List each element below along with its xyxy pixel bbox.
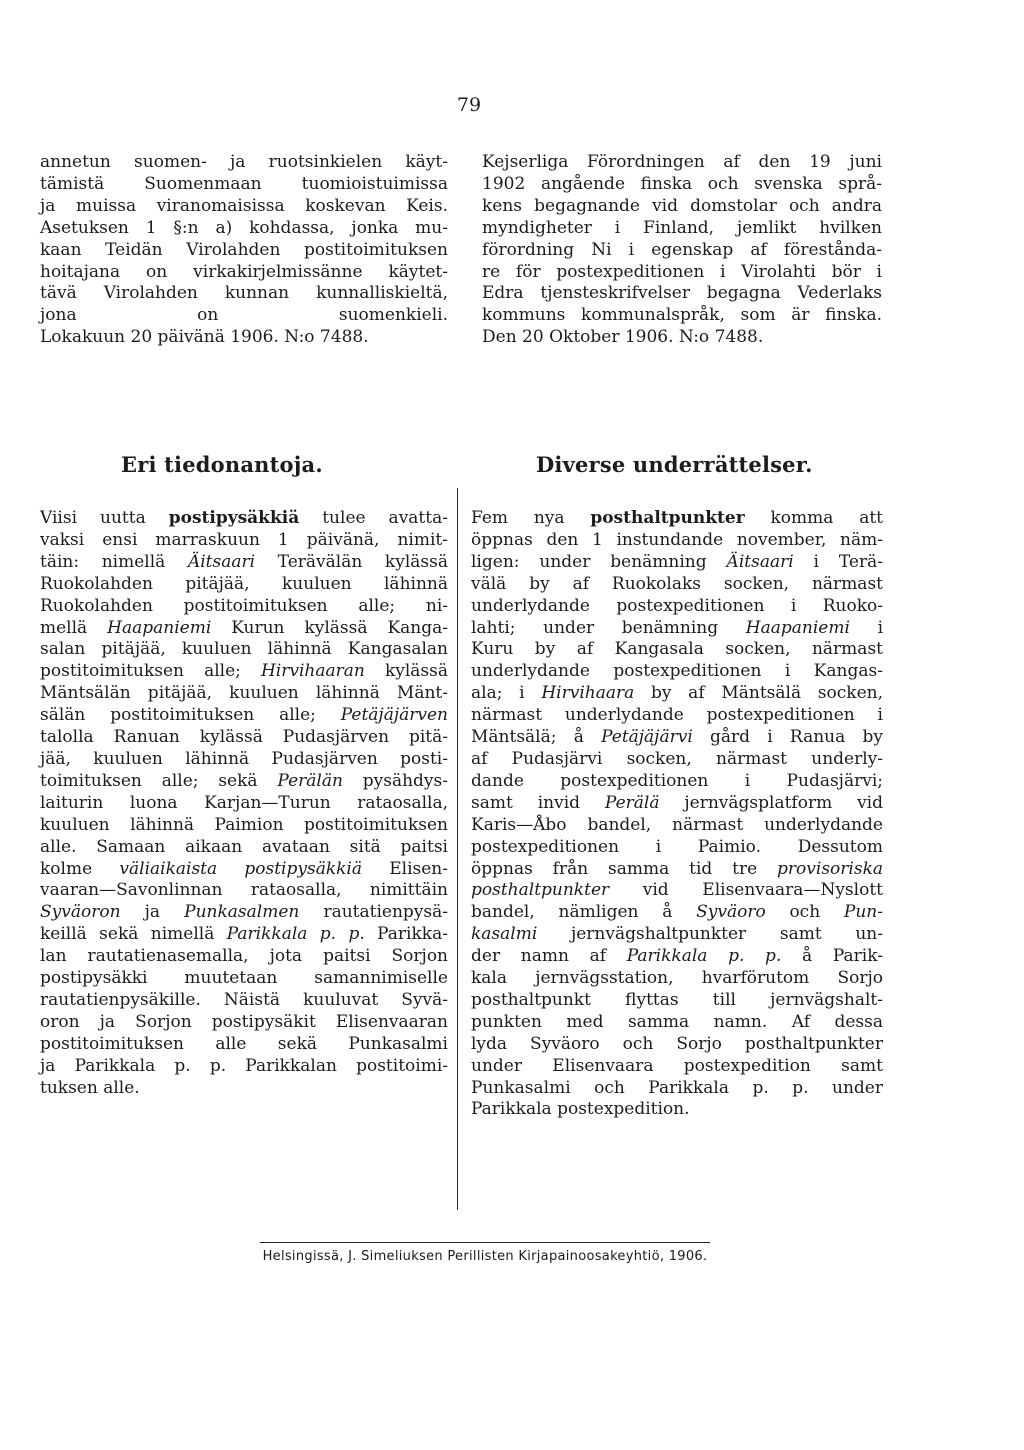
text-run: komma att [744,508,883,528]
text-run: Parikkala postexpedition. [471,1099,690,1120]
text-run: lyda Syväoro och Sorjo posthaltpunkter [471,1033,883,1054]
text-line: Edra tjensteskrifvelser begagna Vederlaks [482,283,882,304]
text-line [40,859,448,881]
column-divider [457,488,458,1210]
text-run: underlydande postexpeditionen i Kangas- [471,661,883,682]
text-line [471,946,883,968]
italic-place-name: Haapaniemi [745,617,850,638]
text-run: välä by af Ruokolaks socken, närmast [471,573,883,594]
italic-place-name: Haapaniemi [107,617,212,638]
text-line: jona on suomenkieli. [40,305,448,326]
text-line [471,727,883,749]
text-run: under Elisenvaara postexpedition samt [471,1055,883,1076]
italic-place-name: Petäjäjärven [340,705,448,726]
text-run: postexpeditionen i Paimio. Dessutom [471,836,883,857]
text-line: re för postexpeditionen i Virolahti bör i [482,261,882,282]
text-line: myndigheter i Finland, jemlikt hvilken [482,217,882,238]
text-run: Mäntsälän pitäjää, kuuluen lähinnä Mänt- [40,683,448,704]
text-line [40,530,448,552]
text-line [471,815,883,837]
text-line: Asetuksen 1 §:n a) kohdassa, jonka mu- [40,217,448,238]
italic-place-name: Hirvihaaran [260,661,365,682]
text-line: 1902 angående finska och svenska språ- [482,173,882,194]
text-line [40,618,448,640]
printer-imprint: Helsingissä, J. Simeliuksen Perillisten Kirjapainoosakeyhtiö, 1906. [260,1242,710,1264]
text-line [471,530,883,552]
text-run: pysähdys- [342,770,449,791]
text-line [471,552,883,574]
text-line [471,968,883,990]
text-run: kuuluen lähinnä Paimion postitoimituksen [40,814,448,835]
text-line [40,815,448,837]
text-line: kaan Teidän Virolahden postitoimituksen [40,239,448,260]
text-run: talolla Ranuan kylässä Pudasjärven pitä- [40,727,448,748]
italic-place-name: Parikkala p. p. [626,946,782,967]
text-line: tävä Virolahden kunnan kunnalliskieltä, [40,283,448,304]
italic-place-name: kasalmi [471,924,538,945]
text-run: Parikka- [364,924,448,945]
text-line [471,793,883,815]
text-line [471,705,883,727]
text-run: och [765,902,844,923]
text-line [40,771,448,793]
text-run: ja Parikkala p. p. Parikkalan postitoimi- [40,1055,448,1076]
text-run: å Parik- [781,946,883,967]
text-line [471,596,883,618]
text-run: lan rautatienasemalla, jota paitsi Sorjon [40,946,448,967]
text-run: samt invid [471,792,605,813]
text-run: närmast underlydande postexpeditionen i [471,705,883,726]
text-run: underlydande postexpeditionen i Ruoko- [471,595,883,616]
text-line [40,880,448,902]
text-run: Fem nya [471,508,591,528]
text-line [471,859,883,881]
text-run: rautatienpysä- [299,902,449,923]
text-line [40,1012,448,1034]
text-line [40,837,448,859]
text-run: postitoimituksen alle; [40,661,261,682]
text-run: Terävälän kylässä [255,551,448,572]
text-run: Karis—Åbo bandel, närmast underlydande [471,814,883,835]
text-line [471,837,883,859]
text-line [471,924,883,946]
text-line [40,1078,448,1100]
italic-place-name: Petäjäjärvi [601,727,693,748]
text-run: mellä [40,617,108,638]
text-line [471,508,883,530]
text-line [471,902,883,924]
text-run: posthaltpunkt flyttas till jernvägshalt- [471,989,883,1010]
italic-place-name: Perälän [277,770,343,791]
text-line [40,902,448,924]
text-line: förordning Ni i egenskap af förestånda- [482,239,882,260]
heading-finnish: Eri tiedonantoja. [121,452,323,477]
text-line [471,618,883,640]
text-line: kommuns kommunalspråk, som är finska. [482,305,882,326]
italic-place-name: Äitsaari [726,551,794,572]
text-run: by af Mäntsälä socken, [634,683,883,704]
text-run: laiturin luona Karjan—Turun rataosalla, [40,792,448,813]
text-run: kolme [40,858,120,879]
text-run: der namn af [471,946,627,967]
text-line [40,968,448,990]
text-run: Ruokolahden pitäjää, kuuluen lähinnä [40,573,448,594]
text-line [40,596,448,618]
text-run: Punkasalmi och Parikkala p. p. under [471,1077,883,1098]
text-line [471,880,883,902]
text-line: Lokakuun 20 päivänä 1906. N:o 7488. [40,327,369,348]
text-run: kylässä [364,661,449,682]
text-line: kens begagnande vid domstolar och andra [482,195,882,216]
text-run: Viisi uutta [40,508,169,528]
italic-place-name: väliaikaista postipysäkkiä [119,858,362,879]
text-run: Elisen- [362,858,448,879]
text-run: oron ja Sorjon postipysäkit Elisenvaaran [40,1011,448,1032]
text-line [40,924,448,946]
bold-term: postipysäkkiä [168,508,300,528]
text-run: alle. Samaan aikaan avataan sitä paitsi [40,836,448,857]
text-run: punkten med samma namn. Af dessa [471,1011,883,1032]
text-run: rautatienpysäkille. Näistä kuuluvat Syvä- [40,989,448,1010]
text-line [471,1056,883,1078]
text-run: i [849,617,884,638]
text-run: öppnas från samma tid tre [471,858,778,879]
italic-place-name: Punkasalmen [184,902,300,923]
text-line [40,661,448,683]
text-run: i Terä- [793,551,883,572]
text-run: bandel, nämligen å [471,902,697,923]
italic-place-name: Parikkala p. p. [226,924,365,945]
text-line [40,508,448,530]
text-line [471,574,883,596]
bottom-left-finnish-notice [40,508,448,1099]
italic-place-name: Perälä [604,792,660,813]
text-run: Kuru by af Kangasala socken, närmast [471,639,883,660]
text-line: tämistä Suomenmaan tuomioistuimissa [40,173,448,194]
heading-swedish: Diverse underrättelser. [536,452,813,477]
text-line [40,639,448,661]
italic-place-name: provisoriska [777,858,883,879]
text-line [40,990,448,1012]
text-run: keillä sekä nimellä [40,924,227,945]
text-line [471,1078,883,1100]
text-line [40,1056,448,1078]
text-line [471,990,883,1012]
text-run: Ruokolahden postitoimituksen alle; ni- [40,595,448,616]
text-run: kala jernvägsstation, hvarförutom Sorjo [471,968,883,989]
text-run: vaksi ensi marraskuun 1 päivänä, nimit- [40,529,448,550]
text-run: täin: nimellä [40,551,188,572]
text-line: annetun suomen- ja ruotsinkielen käyt- [40,152,448,172]
text-run: toimituksen alle; sekä [40,770,278,791]
text-line [471,1012,883,1034]
text-line [40,683,448,705]
text-run: af Pudasjärvi socken, närmast underly- [471,748,883,769]
text-run: tuksen alle. [40,1077,140,1098]
top-right-swedish-letter [482,152,882,349]
text-run: öppnas den 1 instundande november, näm- [471,529,883,550]
bold-term: posthaltpunkter [590,508,745,528]
text-line: Kejserliga Förordningen af den 19 juni [482,152,882,172]
text-line [40,705,448,727]
text-run: Mäntsälä; å [471,727,602,748]
italic-place-name: Syväoro [696,902,766,923]
text-line [40,552,448,574]
italic-place-name: Syväoron [40,902,121,923]
text-run: postitoimituksen alle sekä Punkasalmi [40,1033,448,1054]
text-line [471,683,883,705]
text-run: tulee avatta- [299,508,448,528]
text-line [471,749,883,771]
text-run: vaaran—Savonlinnan rataosalla, nimittäin [40,880,448,901]
italic-place-name: Äitsaari [187,551,256,572]
text-run: jää, kuuluen lähinnä Pudasjärven posti- [40,748,448,769]
italic-place-name: posthaltpunkter [471,880,610,901]
bottom-right-swedish-notice [471,508,883,1121]
text-run: gård i Ranua by [692,727,883,748]
page-number: 79 [456,94,482,116]
text-line [471,1099,883,1121]
text-line [40,749,448,771]
text-run: jernvägshaltpunkter samt un- [537,924,883,945]
text-line: hoitajana on virkakirjelmissänne käytet- [40,261,448,282]
text-line [40,727,448,749]
text-run: ja [120,902,185,923]
text-run: dande postexpeditionen i Pudasjärvi; [471,770,883,791]
text-run: ala; i [471,683,542,704]
text-run: lahti; under benämning [471,617,746,638]
text-line [471,1034,883,1056]
italic-place-name: Hirvihaara [541,683,635,704]
text-run: postipysäkki muutetaan samannimiselle [40,968,448,989]
text-line [40,946,448,968]
text-line [40,1034,448,1056]
text-line: ja muissa viranomaisissa koskevan Keis. [40,195,448,216]
text-line [40,574,448,596]
text-line [40,793,448,815]
text-run: ligen: under benämning [471,551,727,572]
italic-place-name: Pun- [843,902,883,923]
text-run: vid Elisenvaara—Nyslott [609,880,883,901]
top-left-finnish-letter [40,152,448,349]
text-line [471,661,883,683]
text-line [471,771,883,793]
text-line [471,639,883,661]
text-run: jernvägsplatform vid [659,792,883,813]
text-run: salan pitäjää, kuuluen lähinnä Kangasalan [40,639,448,660]
text-run: sälän postitoimituksen alle; [40,705,341,726]
text-line: Den 20 Oktober 1906. N:o 7488. [482,327,764,348]
text-run: Kurun kylässä Kanga- [211,617,449,638]
